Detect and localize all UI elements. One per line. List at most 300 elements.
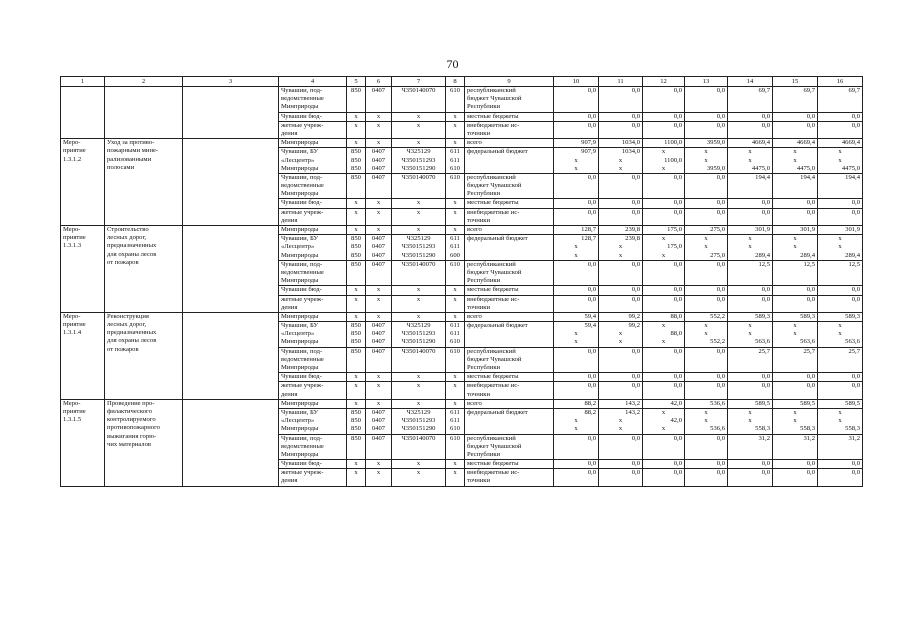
- value-text: 0,0: [716, 87, 725, 94]
- measure-name-cell: [105, 312, 183, 399]
- funding-source-cell: [465, 408, 554, 434]
- header-cell: 13: [685, 77, 728, 87]
- value-text: x: [838, 148, 842, 156]
- value-cell: [599, 208, 643, 225]
- vr-code: x: [453, 295, 457, 303]
- grbs-code: 850: [351, 156, 361, 164]
- csr-cell: [392, 235, 446, 261]
- value-cell: [728, 399, 773, 408]
- rzpr-code: x: [376, 295, 381, 303]
- value-cell: [728, 322, 773, 348]
- value-text: 0,0: [716, 373, 725, 381]
- value-text: 4475,0: [751, 164, 770, 172]
- measure-name-text: предназначенных: [107, 329, 157, 337]
- value-cell: [599, 139, 643, 148]
- executor-cell: [279, 226, 347, 235]
- executor-text: «Лесцентр»: [281, 156, 315, 164]
- grbs-code: 850: [351, 260, 361, 268]
- header-cell: 14: [728, 77, 773, 87]
- rzpr-cell: [366, 148, 392, 174]
- value-cell: [554, 460, 599, 469]
- value-text: 0,0: [587, 121, 596, 129]
- vr-code: x: [453, 199, 457, 207]
- value-cell: [728, 460, 773, 469]
- value-text: 0,0: [631, 347, 640, 355]
- rzpr-cell: [366, 399, 392, 408]
- budget-table: [60, 76, 863, 487]
- value-text: 99,2: [628, 312, 640, 320]
- executor-text: Минприроды: [281, 226, 319, 233]
- value-cell: [643, 139, 685, 148]
- rzpr-code: 0407: [371, 243, 386, 251]
- vr-cell: [446, 139, 465, 148]
- value-cell: [599, 235, 643, 261]
- value-text: x: [704, 235, 708, 243]
- value-cell: [554, 286, 599, 295]
- value-text: 31,2: [758, 434, 770, 442]
- value-text: x: [838, 322, 842, 330]
- rzpr-code: 0407: [371, 164, 386, 172]
- rzpr-cell: [366, 208, 392, 225]
- table-row: [61, 87, 863, 113]
- rzpr-cell: [366, 382, 392, 399]
- funding-source-cell: [465, 112, 554, 121]
- value-cell: [554, 226, 599, 235]
- value-text: 0,0: [716, 469, 725, 477]
- grbs-cell: [347, 260, 366, 286]
- rzpr-code: 0407: [371, 330, 386, 338]
- value-text: 563,6: [800, 338, 815, 346]
- executor-text: жетные учреж-: [281, 382, 324, 390]
- value-text: 31,2: [848, 434, 860, 442]
- value-cell: [728, 260, 773, 286]
- funding-source-text: местные бюджеты: [467, 286, 519, 294]
- value-text: 589,3: [755, 312, 770, 320]
- executor-cell: [279, 199, 347, 208]
- value-text: 143,2: [625, 399, 640, 407]
- value-text: 88,2: [584, 408, 596, 416]
- measure-name-text: полосами: [107, 163, 135, 171]
- value-text: 4475,0: [841, 164, 860, 172]
- vr-cell: [446, 434, 465, 460]
- rzpr-cell: [366, 322, 392, 348]
- value-cell: [818, 408, 863, 434]
- rzpr-code: x: [376, 286, 381, 294]
- value-text: 289,4: [800, 251, 815, 259]
- funding-source-cell: [465, 173, 554, 199]
- vr-code: 610: [450, 87, 460, 94]
- value-cell: [599, 460, 643, 469]
- grbs-cell: [347, 208, 366, 225]
- grbs-code: x: [354, 208, 358, 216]
- measure-name-text: контролируемого: [107, 416, 156, 424]
- value-cell: [773, 226, 818, 235]
- vr-code: x: [453, 139, 457, 147]
- rzpr-code: x: [376, 112, 381, 120]
- value-text: 69,7: [758, 87, 770, 94]
- vr-code: 611: [450, 243, 460, 251]
- value-text: 128,7: [581, 226, 596, 233]
- measure-code-text: Меро-: [63, 226, 81, 233]
- measure-code-cell: [61, 312, 105, 399]
- value-text: x: [574, 330, 578, 338]
- value-text: 0,0: [716, 295, 725, 303]
- measure-name-text: филактического: [107, 407, 152, 415]
- value-cell: [554, 139, 599, 148]
- value-text: 536,6: [710, 425, 725, 433]
- value-text: x: [704, 417, 708, 425]
- csr-code: x: [416, 295, 421, 303]
- value-cell: [818, 173, 863, 199]
- value-text: 0,0: [631, 382, 640, 390]
- value-cell: [728, 312, 773, 321]
- value-text: 0,0: [761, 286, 770, 294]
- grbs-code: x: [354, 469, 358, 477]
- value-cell: [599, 173, 643, 199]
- value-text: 88,0: [670, 312, 682, 320]
- value-text: x: [574, 156, 578, 164]
- funding-source-text: местные бюджеты: [467, 199, 519, 207]
- value-cell: [818, 121, 863, 138]
- value-cell: [685, 295, 728, 312]
- funding-source-text: местные бюджеты: [467, 460, 519, 468]
- value-text: x: [618, 156, 623, 164]
- value-text: 0,0: [851, 286, 860, 294]
- value-text: 0,0: [851, 382, 860, 390]
- value-cell: [728, 347, 773, 373]
- funding-source-text: федеральный бюджет: [467, 148, 528, 156]
- value-text: 0,0: [587, 434, 596, 442]
- executor-cell: [279, 148, 347, 174]
- table-row: [61, 399, 863, 408]
- value-cell: [643, 399, 685, 408]
- value-cell: [643, 460, 685, 469]
- header-cell: 8: [446, 77, 465, 87]
- value-cell: [599, 87, 643, 113]
- rzpr-code: x: [376, 460, 381, 468]
- funding-source-text: точники: [467, 303, 491, 311]
- grbs-code: x: [354, 399, 358, 407]
- value-text: 275,0: [710, 251, 725, 259]
- rzpr-cell: [366, 286, 392, 295]
- rzpr-code: 0407: [371, 338, 386, 346]
- csr-cell: [392, 199, 446, 208]
- rzpr-code: x: [376, 373, 381, 381]
- value-cell: [773, 87, 818, 113]
- vr-cell: [446, 399, 465, 408]
- vr-code: 611: [450, 330, 460, 338]
- value-text: x: [661, 148, 666, 156]
- csr-code: Ч350140070: [401, 434, 436, 442]
- funding-source-text: федеральный бюджет: [467, 322, 528, 330]
- funding-source-text: республиканский: [467, 260, 516, 268]
- value-text: x: [661, 425, 666, 433]
- header-cell: 2: [105, 77, 183, 87]
- value-cell: [818, 148, 863, 174]
- value-cell: [773, 382, 818, 399]
- value-text: x: [748, 235, 752, 243]
- value-text: 25,7: [803, 347, 815, 355]
- value-cell: [818, 399, 863, 408]
- csr-code: x: [416, 373, 421, 381]
- funding-source-text: внебюджетные ис-: [467, 382, 520, 390]
- value-text: 0,0: [716, 173, 725, 181]
- value-cell: [685, 408, 728, 434]
- value-text: 1100,0: [664, 156, 682, 164]
- executor-text: ведомственные: [281, 95, 324, 103]
- csr-code: Ч350151290: [401, 251, 436, 259]
- grbs-code: x: [354, 199, 358, 207]
- csr-cell: [392, 173, 446, 199]
- funding-source-cell: [465, 121, 554, 138]
- csr-code: Ч350140070: [401, 173, 436, 181]
- value-text: x: [793, 417, 797, 425]
- executor-text: Минприроды: [281, 139, 319, 147]
- funding-source-text: всего: [467, 139, 482, 147]
- value-text: 4669,4: [751, 139, 770, 147]
- grbs-cell: [347, 173, 366, 199]
- value-text: 589,5: [800, 399, 815, 407]
- value-text: 0,0: [851, 121, 860, 129]
- funding-source-cell: [465, 208, 554, 225]
- value-text: 0,0: [587, 373, 596, 381]
- funding-source-cell: [465, 373, 554, 382]
- value-text: 0,0: [631, 112, 640, 120]
- funding-source-cell: [465, 226, 554, 235]
- executor-text: жетные учреж-: [281, 295, 324, 303]
- value-text: 563,6: [845, 338, 860, 346]
- grbs-cell: [347, 199, 366, 208]
- grbs-code: x: [354, 139, 358, 147]
- csr-code: x: [416, 112, 421, 120]
- executor-cell: [279, 235, 347, 261]
- funding-source-text: бюджет Чувашской: [467, 182, 522, 190]
- executor-cell: [279, 408, 347, 434]
- value-cell: [554, 312, 599, 321]
- csr-code: Ч325129: [406, 322, 431, 330]
- measure-name-text: от пожаров: [107, 345, 139, 353]
- value-text: 0,0: [806, 373, 815, 381]
- funding-source-text: Республики: [467, 190, 501, 198]
- value-text: 0,0: [851, 112, 860, 120]
- value-text: 4475,0: [796, 164, 815, 172]
- csr-code: x: [416, 460, 421, 468]
- value-cell: [599, 295, 643, 312]
- header-cell: 15: [773, 77, 818, 87]
- value-text: x: [793, 156, 797, 164]
- vr-cell: [446, 208, 465, 225]
- value-text: 0,0: [631, 469, 640, 477]
- rzpr-cell: [366, 408, 392, 434]
- value-text: 0,0: [673, 87, 682, 94]
- csr-cell: [392, 208, 446, 225]
- grbs-code: 850: [351, 235, 361, 243]
- measure-name-text: Проведение про-: [107, 399, 155, 407]
- value-cell: [773, 434, 818, 460]
- measure-name-text: предназначенных: [107, 242, 157, 250]
- value-text: 0,0: [761, 208, 770, 216]
- vr-cell: [446, 199, 465, 208]
- value-cell: [643, 408, 685, 434]
- value-cell: [599, 148, 643, 174]
- value-cell: [643, 208, 685, 225]
- vr-code: 610: [450, 260, 460, 268]
- value-text: 88,2: [584, 399, 596, 407]
- rzpr-code: x: [376, 121, 381, 129]
- value-cell: [728, 173, 773, 199]
- value-text: 907,9: [581, 139, 596, 147]
- measure-name-text: рализованными: [107, 155, 152, 163]
- vr-cell: [446, 286, 465, 295]
- vr-code: x: [453, 399, 457, 407]
- value-text: 42,0: [670, 399, 682, 407]
- csr-cell: [392, 460, 446, 469]
- value-text: 0,0: [806, 382, 815, 390]
- value-text: 301,9: [800, 226, 815, 233]
- value-cell: [685, 226, 728, 235]
- value-cell: [773, 312, 818, 321]
- vr-cell: [446, 347, 465, 373]
- value-cell: [773, 208, 818, 225]
- rzpr-code: 0407: [371, 425, 386, 433]
- csr-cell: [392, 121, 446, 138]
- value-cell: [554, 208, 599, 225]
- value-text: x: [618, 338, 623, 346]
- value-text: x: [748, 243, 752, 251]
- value-text: x: [748, 322, 752, 330]
- rzpr-code: 0407: [371, 156, 386, 164]
- vr-code: 611: [450, 417, 460, 425]
- executor-text: Минприроды: [281, 312, 319, 320]
- header-row: [61, 77, 863, 87]
- executor-cell: [279, 139, 347, 148]
- measure-code-text: 1.3.1.3: [63, 242, 82, 250]
- csr-code: Ч325129: [406, 408, 431, 416]
- executor-text: Минприроды: [281, 425, 319, 433]
- value-text: 0,0: [631, 121, 640, 129]
- measure-code-cell: [61, 139, 105, 226]
- value-cell: [685, 382, 728, 399]
- grbs-cell: [347, 226, 366, 235]
- value-text: 0,0: [673, 173, 682, 181]
- csr-cell: [392, 347, 446, 373]
- rzpr-code: 0407: [371, 434, 386, 442]
- value-cell: [818, 235, 863, 261]
- rzpr-cell: [366, 121, 392, 138]
- value-text: 558,3: [800, 425, 815, 433]
- vr-cell: [446, 382, 465, 399]
- funding-source-text: Республики: [467, 364, 501, 371]
- funding-source-text: внебюджетные ис-: [467, 469, 520, 477]
- value-text: 175,0: [667, 243, 682, 251]
- value-cell: [818, 373, 863, 382]
- value-text: 0,0: [806, 208, 815, 216]
- vr-code: 611: [450, 235, 460, 243]
- value-cell: [773, 322, 818, 348]
- rzpr-code: x: [376, 399, 381, 407]
- rzpr-code: x: [376, 139, 381, 147]
- value-cell: [818, 434, 863, 460]
- value-cell: [773, 286, 818, 295]
- rzpr-code: 0407: [371, 347, 386, 355]
- executor-cell: [279, 112, 347, 121]
- value-text: 0,0: [631, 434, 640, 442]
- measure-name-text: от пожаров: [107, 258, 139, 266]
- value-cell: [554, 148, 599, 174]
- rzpr-code: 0407: [371, 148, 386, 156]
- value-cell: [773, 373, 818, 382]
- value-cell: [554, 408, 599, 434]
- value-text: 289,4: [845, 251, 860, 259]
- value-cell: [554, 199, 599, 208]
- vr-code: 610: [450, 164, 460, 172]
- value-cell: [728, 112, 773, 121]
- value-cell: [728, 226, 773, 235]
- vr-code: x: [453, 121, 457, 129]
- rzpr-cell: [366, 226, 392, 235]
- value-text: 0,0: [673, 347, 682, 355]
- value-text: 552,2: [710, 312, 725, 320]
- csr-code: Ч350151293: [401, 417, 436, 425]
- executor-text: дения: [281, 216, 298, 224]
- grbs-code: 850: [351, 173, 361, 181]
- rzpr-cell: [366, 373, 392, 382]
- value-text: 0,0: [761, 469, 770, 477]
- value-text: 0,0: [673, 295, 682, 303]
- value-cell: [643, 173, 685, 199]
- measure-name-text: чих материалов: [107, 440, 151, 448]
- value-text: 301,9: [755, 226, 770, 233]
- value-text: x: [574, 417, 578, 425]
- vr-code: 610: [450, 347, 460, 355]
- rzpr-code: x: [376, 469, 381, 477]
- vr-cell: [446, 312, 465, 321]
- value-cell: [685, 373, 728, 382]
- executor-text: ведомственные: [281, 442, 324, 450]
- value-cell: [643, 295, 685, 312]
- csr-code: x: [416, 399, 421, 407]
- executor-text: Чувашии, под-: [281, 434, 323, 442]
- table-row: [61, 312, 863, 321]
- executor-cell: [279, 295, 347, 312]
- value-text: x: [661, 235, 666, 243]
- value-text: 4669,4: [841, 139, 860, 147]
- value-cell: [643, 312, 685, 321]
- executor-text: Чувашии бюд-: [281, 460, 322, 468]
- value-text: 239,8: [625, 226, 640, 233]
- value-text: 0,0: [631, 460, 640, 468]
- value-text: 0,0: [673, 469, 682, 477]
- value-cell: [818, 199, 863, 208]
- value-cell: [685, 148, 728, 174]
- executor-text: дения: [281, 303, 298, 311]
- funding-source-text: бюджет Чувашской: [467, 268, 522, 276]
- csr-code: x: [416, 312, 421, 320]
- measure-code-text: приятие: [63, 321, 86, 329]
- value-text: x: [618, 164, 623, 172]
- value-cell: [818, 260, 863, 286]
- value-text: x: [574, 425, 578, 433]
- csr-code: Ч350140070: [401, 87, 436, 94]
- rzpr-cell: [366, 469, 392, 486]
- value-text: x: [793, 408, 797, 416]
- value-cell: [818, 469, 863, 486]
- value-cell: [685, 199, 728, 208]
- value-text: 0,0: [587, 347, 596, 355]
- rzpr-cell: [366, 199, 392, 208]
- vr-cell: [446, 87, 465, 113]
- grbs-code: x: [354, 286, 358, 294]
